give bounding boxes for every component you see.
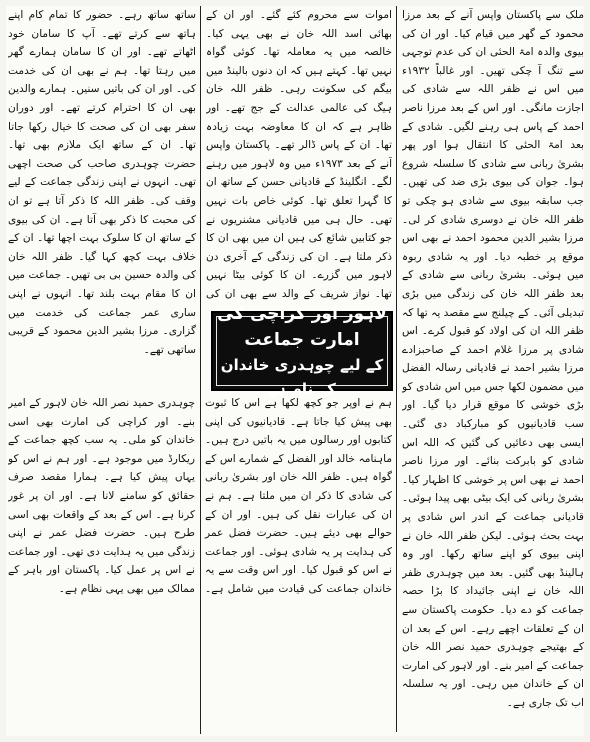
column-divider xyxy=(200,6,201,426)
article-column-right xyxy=(402,6,584,734)
article-text: اموات سے محروم کئے گئے۔ اور ان کے بھائی اسد اللہ خان نے بھی یہی کیا۔ خالصہ میں یہ معاملہ تھا۔ کوئی گواہ نہیں تھا۔ کہتے ہیں کہ ان دنوں بالینڈ میں بیگم کی سکونت رہی۔ ظفر اللہ خان ہیگ کی عالمی عدالت کے جج تھے۔ اور ظاہر ہے کہ ان کا معاوضہ بہت زیادہ تھا۔ ان کے پاس ڈالر تھے۔ پاکستان واپس آنے کے بعد ۱۹۷۳ء میں وہ لاہور میں رہنے لگے۔ انگلینڈ کے قادیانی حسن کے ساتھ ان کا گہرا تعلق تھا۔ کوئی خاص بات نہیں تھی۔ حال ہی میں قادیانی مشنریوں نے جو کتابیں شائع کی ہیں ان میں بھی ان کا ذکر ملتا ہے۔ ان کی زندگی کے آخری دن لاہور میں گزرے۔ ان کا کوئی بیٹا نہیں تھا۔ نواز شریف کے والد سے بھی ان کی xyxy=(206,9,392,300)
headline-line-1: لاہور اور کراچی کی امارت جماعت xyxy=(217,304,387,350)
article-text: ملک سے پاکستان واپس آنے کے بعد مرزا محمود کے گھر میں قیام کیا۔ اور ان کی بیوی والدہ امۃ الحئی ان کی عدم توجہی سے تنگ آ چکی تھیں۔ اور غالباً ۱۹۳۲ء میں اس نے ظفر اللہ سے شادی کی اجازت مانگی۔ اور اس کے بعد مرزا ناصر احمد کے پاس ہی رہنے لگیں۔ شادی کے بعد امۃ الحئی کا انتقال ہوا اور پھر بشریٰ ربانی سے شادی کا سلسلہ شروع ہوا۔ جوان کی بیوی بڑی ضد کی تھیں۔ جب سابقہ بیوی سے شادی ہو چکی تو ظفر اللہ خان نے دوسری شادی کر لی۔ مرزا بشیر الدین محمود احمد نے بھی اس موقع پر خطبہ دیا۔ اور یہ شادی ربوہ میں ہوئی۔ بشریٰ ربانی سے شادی کے بعد ظفر اللہ خان کی زندگی میں بڑی تبدیلی آئی۔ کے چیلنج سے مقصد یہ تھا کہ ظفر اللہ ان کی اولاد کو قبول کرے۔ اس شادی پر مرزا غلام احمد کے صاحبزادے مرزا بشیر احمد نے قادیانی رسالہ الفضل میں مضمون لکھا جس میں اس شادی کو بڑی خوشی کا موقع قرار دیا گیا۔ اور سب قادیانیوں کو مبارکباد دی گئی۔ ایسی بھی دعائیں کی گئیں کہ اللہ اس شادی کو بابرکت بنائے۔ اور مرزا ناصر احمد نے بھی اس پر خوشی کا اظہار کیا۔ بشریٰ ربانی کی ایک بیٹی بھی پیدا ہوئی۔ قادیانی جماعت کے اندر اس شادی پر بہت بحث ہوئی۔ لیکن ظفر اللہ خان نے اپنی بیوی کو اپنے ساتھ رکھا۔ اور وہ ہالینڈ بھی گئیں۔ بعد میں چوہدری ظفر اللہ خان نے اپنی جائیداد کا بڑا حصہ جماعت کو دے دیا۔ حکومت پاکستان سے ان کے تعلقات اچھے رہے۔ اس کے بعد ان کے بھتیجے چوہدری حمید نصر اللہ خان جماعت کے امیر بنے۔ اور لاہور کی امارت ان کے خاندان میں رہی۔ اور یہ سلسلہ اب تک جاری ہے۔ xyxy=(402,9,584,709)
article-column-middle xyxy=(206,6,392,302)
article-text: ساتھ ساتھ رہے۔ حضور کا تمام کام اپنے ہاتھ سے کرتے تھے۔ آپ کا سامان خود اٹھاتے تھے۔ اور ان کا سامان ہمارے گھر میں رہتا تھا۔ ہم نے بھی ان کی خدمت کی۔ اور ان کی باتیں سنیں۔ ہمارے والدین بھی ان کا احترام کرتے تھے۔ اور دوران سفر بھی ان کی صحت کا خیال رکھا جاتا تھا۔ ان کے ساتھ ایک ملازم بھی تھا۔ حضرت چوہدری صاحب کی صحت اچھی تھی۔ انہوں نے اپنی زندگی جماعت کے لیے وقف کی۔ ظفر اللہ کا ذکر آتا ہے تو ان کی محبت کا ذکر بھی آتا ہے۔ ان کی بیوی کے ساتھ ان کا سلوک بہت اچھا تھا۔ ان کے خلاف بہت کچھ کہا گیا۔ ظفر اللہ خان کی والدہ حسین بی بی تھیں۔ جماعت میں ان کا مقام بہت بلند تھا۔ انہوں نے اپنی ساری عمر جماعت کی خدمت میں گزاری۔ مرزا بشیر الدین محمود کے قریبی ساتھی تھے۔ xyxy=(8,9,196,356)
headline-box xyxy=(211,304,393,398)
headline-line-2: کے لیے چوہدری خاندان کے نام ہے xyxy=(220,356,384,398)
article-text: ہم نے اوپر جو کچھ لکھا ہے اس کا ثبوت بھی پیش کیا جاتا ہے۔ قادیانیوں کی اپنی کتابوں اور رسالوں میں یہ باتیں درج ہیں۔ ماہنامہ خالد اور الفضل کے شمارے اس کے گواہ ہیں۔ ظفر اللہ خان اور بشریٰ ربانی کی شادی کا ذکر ان میں ملتا ہے۔ ہم نے ان کی عبارات نقل کی ہیں۔ اور ان کے حوالے بھی دیئے ہیں۔ حضرت فضل عمر کی ہدایت پر یہ شادی ہوئی۔ اور جماعت نے اس کو قبول کیا۔ اور اس وقت سے یہ خاندان جماعت کی قیادت میں شامل ہے۔ چوہدری حمید نصر اللہ خان لاہور کے امیر بنے۔ اور کراچی کی امارت بھی اسی خاندان کو ملی۔ یہ سب کچھ جماعت کے ریکارڈ میں موجود ہے۔ اور ہم نے اس کو یہاں پیش کیا ہے۔ ہمارا مقصد صرف حقائق کو سامنے لانا ہے۔ اور ان پر غور کرنا ہے۔ اس کے بعد کے واقعات بھی اسی طرح ہیں۔ حضرت فضل عمر نے اپنی زندگی میں یہ ہدایت دی تھی۔ اور جماعت نے اس پر عمل کیا۔ پاکستان اور باہر کے ممالک میں بھی یہی نظام ہے۔ xyxy=(8,397,392,595)
column-divider xyxy=(396,6,397,732)
article-column-left xyxy=(8,6,196,424)
newspaper-page xyxy=(6,6,584,736)
article-column-bottom xyxy=(8,394,392,734)
